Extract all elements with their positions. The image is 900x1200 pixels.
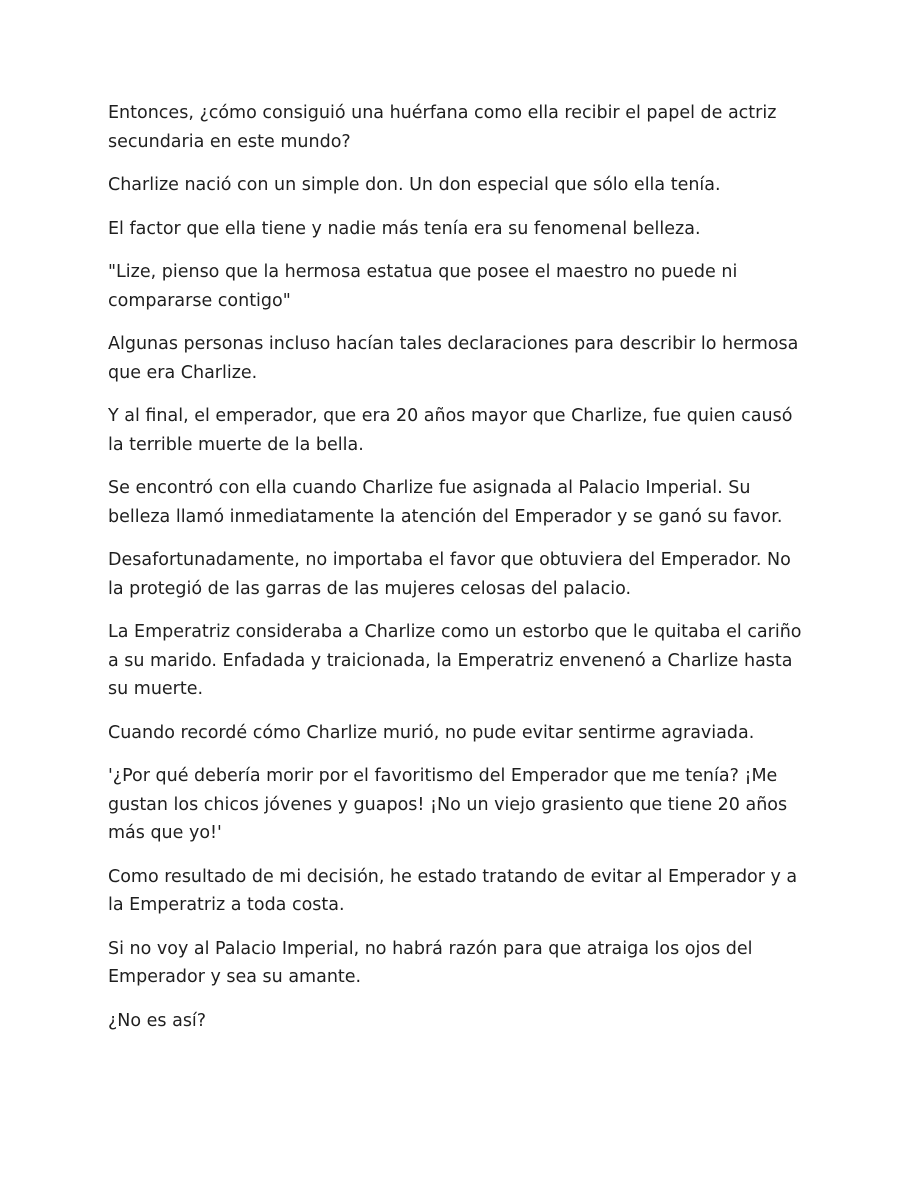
- document-body: [108, 99, 808, 1050]
- paragraph: Cuando recordé cómo Charlize murió, no pude evitar sentirme agraviada.: [108, 722, 755, 743]
- paragraph: Entonces, ¿cómo consiguió una huérfana como ella recibir el papel de actriz secundaria en este mundo?: [108, 103, 777, 152]
- paragraph: '¿Por qué debería morir por el favoritismo del Emperador que me tenía? ¡Me gustan los chicos jóvenes y guapos! ¡No un viejo grasiento que tiene 20 años más que yo!': [108, 766, 788, 843]
- paragraph: Algunas personas incluso hacían tales declaraciones para describir lo hermosa que era Charlize.: [108, 334, 799, 383]
- paragraph: Se encontró con ella cuando Charlize fue asignada al Palacio Imperial. Su belleza llamó inmediatamente la atención del Emperador y se ganó su favor.: [108, 478, 783, 527]
- paragraph: Charlize nació con un simple don. Un don especial que sólo ella tenía.: [108, 175, 721, 195]
- paragraph: Si no voy al Palacio Imperial, no habrá razón para que atraiga los ojos del Emperador y sea su amante.: [108, 938, 753, 987]
- paragraph: ¿No es así?: [108, 1010, 207, 1031]
- paragraph: Y al final, el emperador, que era 20 años mayor que Charlize, fue quien causó la terrible muerte de la bella.: [108, 406, 793, 455]
- paragraph: Como resultado de mi decisión, he estado tratando de evitar al Emperador y a la Emperatriz a toda costa.: [108, 866, 798, 915]
- paragraph: El factor que ella tiene y nadie más tenía era su fenomenal belleza.: [108, 218, 701, 239]
- paragraph: La Emperatriz consideraba a Charlize como un estorbo que le quitaba el cariño a su marido. Enfadada y traicionada, la Emperatriz envenenó a Charlize hasta su muerte.: [108, 622, 802, 699]
- paragraph: Desafortunadamente, no importaba el favor que obtuviera del Emperador. No la protegió de las garras de las mujeres celosas del palacio.: [108, 550, 791, 599]
- paragraph: "Lize, pienso que la hermosa estatua que posee el maestro no puede ni compararse contigo": [108, 262, 738, 311]
